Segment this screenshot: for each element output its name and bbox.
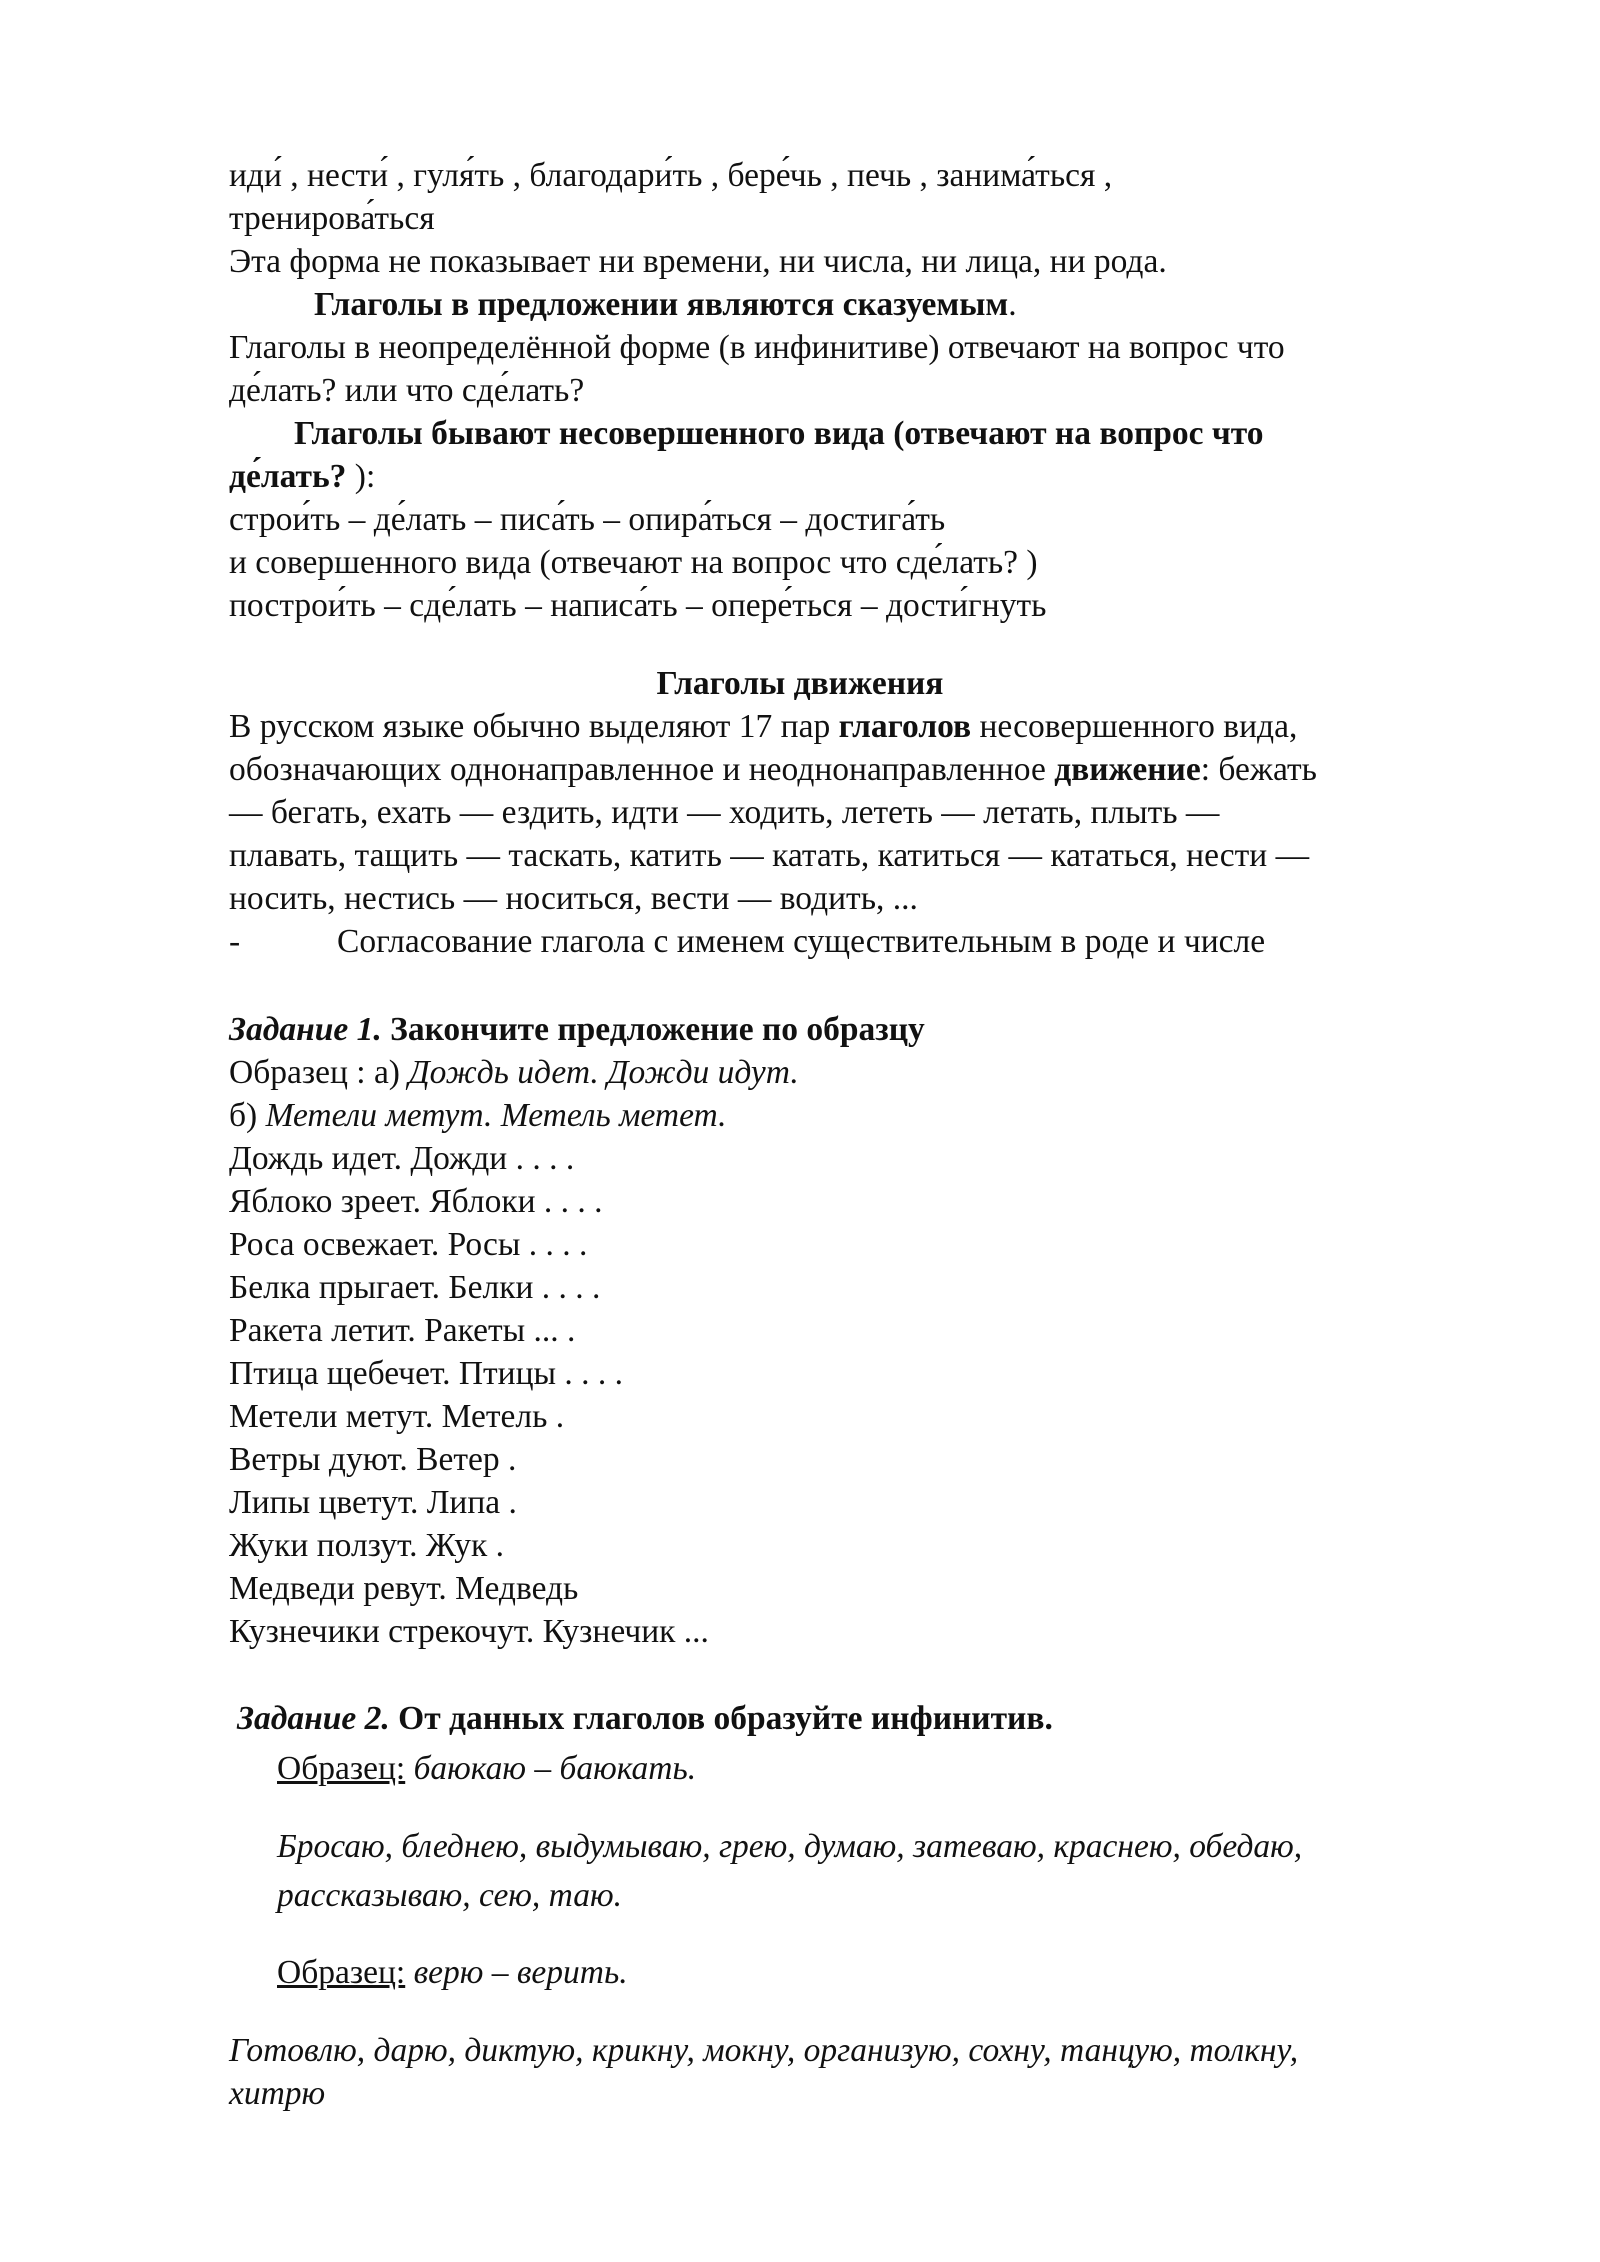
aspect-line-1: Глаголы бывают несовершенного вида (отвечают на вопрос что [294,415,1264,452]
motion-bold-movement: движение [1054,751,1201,788]
predicate-bold-text: Глаголы в предложении являются сказуемым [314,286,1009,323]
task1-sample-b [229,1094,727,1137]
motion-text: : бежать [1200,751,1317,788]
task1-item: Белка прыгает. Белки . . . . [229,1269,601,1306]
task1-item: Кузнечики стрекочут. Кузнечик ... [229,1613,709,1650]
task1-sample-a [229,1051,799,1094]
task1-item: Липы цветут. Липа . [229,1484,517,1521]
imperfective-examples: строи́ть – де́лать – писа́ть – опира́ться – достига́ть [229,501,946,538]
task1-item: Ветры дуют. Ветер . [229,1441,517,1478]
task1-item: Медведи ревут. Медведь [229,1570,579,1607]
task1-item: Роса освежает. Росы . . . . [229,1226,588,1263]
infinitive-line-2: де́лать? или что сде́лать? [229,372,585,409]
intro-line-3: Эта форма не показывает ни времени, ни числа, ни лица, ни рода. [229,243,1167,280]
aspect-line-2 [229,455,375,498]
infinitive-line-1: Глаголы в неопределённой форме (в инфинитиве) отвечают на вопрос что [229,329,1285,366]
task1-title: Закончите предложение по образцу [381,1011,925,1048]
sample-b-text: Метели метут. Метель метет. [265,1097,727,1134]
motion-bold-verbs: глаголов [838,708,972,745]
motion-paragraph-line-3: — бегать, ехать — ездить, идти — ходить, лететь — летать, плыть — [229,794,1220,831]
task2-words-2-line-2: хитрю [229,2075,326,2112]
task2-words-2-line-1: Готовлю, дарю, диктую, крикну, мокну, организую, сохну, танцую, толкну, [229,2032,1299,2069]
task2-heading [237,1697,1053,1740]
sample-1-text: баюкаю – баюкать. [405,1750,697,1787]
task1-item: Яблоко зреет. Яблоки . . . . [229,1183,603,1220]
bullet-dash: - [229,923,241,960]
motion-title: Глаголы движения [656,665,944,702]
task1-item: Птица щебечет. Птицы . . . . [229,1355,624,1392]
task2-words-1-line-2: рассказываю, сею, таю. [277,1877,623,1914]
motion-paragraph-line-5: носить, нестись — носиться, вести — водить, ... [229,880,918,917]
predicate-period: . [1008,286,1017,323]
sample-prefix: Образец : а) [229,1054,409,1091]
sample-a-text: Дождь идет. Дожди идут. [408,1054,799,1091]
task1-item: Метели метут. Метель . [229,1398,565,1435]
sample-b-prefix: б) [229,1097,266,1134]
task1-item: Дождь идет. Дожди . . . . [229,1140,575,1177]
intro-line-2: тренирова́ться [229,200,435,237]
sample-2-text: верю – верить. [405,1954,628,1991]
motion-paragraph-line-2 [229,748,1317,791]
aspect-question-bold: де́лать? [229,458,347,495]
task1-heading [229,1008,925,1051]
perfective-examples: построи́ть – сде́лать – написа́ть – опере́ться – дости́гнуть [229,587,1047,624]
intro-line-1: иди́ , нести́ , гуля́ть , благодари́ть , бере́чь , печь , занима́ться , [229,157,1113,194]
aspect-line-2-rest: ): [346,458,376,495]
bullet-text: Согласование глагола с именем существительным в роде и числе [337,923,1266,960]
sample-1-label: Образец: [277,1750,406,1787]
task2-title: От данных глаголов образуйте инфинитив. [389,1700,1053,1737]
task2-words-1-line-1: Бросаю, бледнею, выдумываю, грею, думаю, затеваю, краснею, обедаю, [277,1828,1303,1865]
sample-2-label: Образец: [277,1954,406,1991]
motion-text: обозначающих однонаправленное и неоднонаправленное [229,751,1055,788]
predicate-statement [314,283,1017,326]
task2-sample-1 [277,1747,696,1790]
task2-sample-2 [277,1951,628,1994]
motion-paragraph-line-4: плавать, тащить — таскать, катить — катать, катиться — кататься, нести — [229,837,1310,874]
motion-text: В русском языке обычно выделяют 17 пар [229,708,839,745]
agreement-bullet [229,920,1265,963]
motion-paragraph-line-1 [229,705,1297,748]
task1-label: Задание 1. [229,1011,382,1048]
task1-item: Жуки ползут. Жук . [229,1527,504,1564]
task2-label: Задание 2. [237,1700,390,1737]
motion-text: несовершенного вида, [971,708,1298,745]
task1-item: Ракета летит. Ракеты ... . [229,1312,576,1349]
perfective-intro: и совершенного вида (отвечают на вопрос что сде́лать? ) [229,544,1038,581]
